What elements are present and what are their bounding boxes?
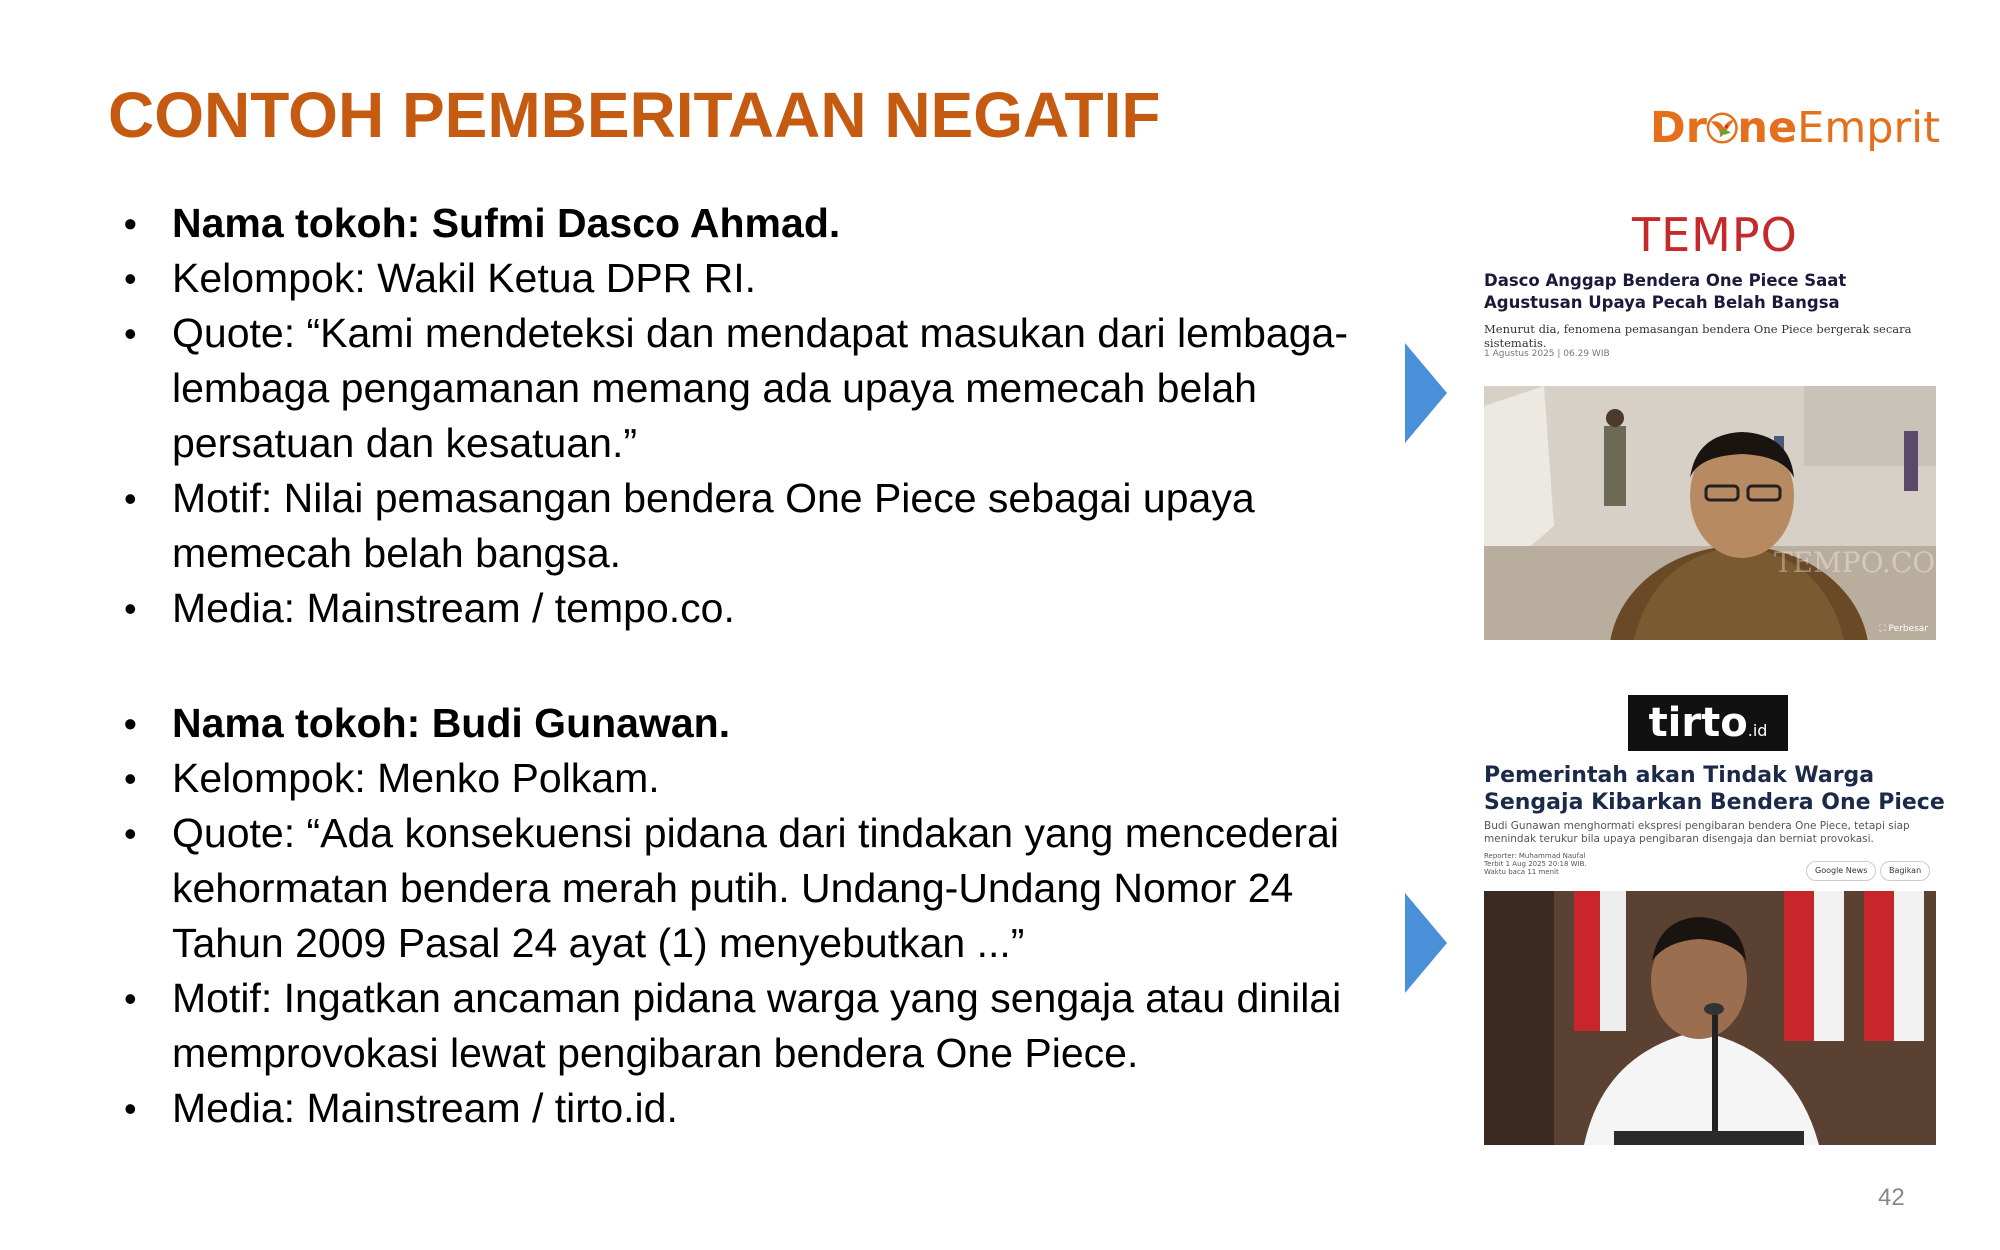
tirto-meta (1484, 852, 1684, 876)
bullet-gap (120, 636, 1370, 696)
tempo-lede: Menurut dia, fenomena pemasangan bendera One Piece bergerak secara sistematis. (1484, 322, 1912, 350)
tempo-logo: TEMPO (1632, 208, 1798, 262)
photo-watermark: TEMPO.CO (1774, 546, 1936, 579)
bullet-item: • Nama tokoh: Budi Gunawan. (120, 696, 1370, 751)
bullet-item: • Media: Mainstream / tempo.co. (120, 581, 1370, 636)
logo-text-brand: Emprit (1797, 103, 1940, 153)
logo-text-start: Dr (1650, 103, 1707, 153)
enlarge-photo-button[interactable]: ⛶ Perbesar (1879, 624, 1928, 634)
tirto-article-photo (1484, 891, 1936, 1145)
bullet-list (120, 196, 1370, 1136)
tempo-date: 1 Agustus 2025 | 06.29 WIB (1484, 349, 1610, 359)
bullet-item: • Media: Mainstream / tirto.id. (120, 1081, 1370, 1136)
bullet-item: • Motif: Ingatkan ancaman pidana warga yang sengaja atau dinilai memprovokasi lewat pengibaran bendera One Piece. (120, 971, 1370, 1081)
page-number: 42 (1878, 1184, 1905, 1211)
tirto-reporter: Reporter: Muhammad Naufal (1484, 852, 1586, 860)
tirto-lede: Budi Gunawan menghormati ekspresi pengibaran bendera One Piece, tetapi siap menindak terukur bila upaya pengibaran disengaja dan berniat provokasi. (1484, 820, 1910, 845)
share-button[interactable]: Bagikan (1880, 861, 1930, 881)
arrow-right-icon (1405, 893, 1447, 993)
arrow-right-icon (1405, 343, 1447, 443)
logo-text-end: ne (1737, 103, 1798, 153)
bullet-item: • Kelompok: Wakil Ketua DPR RI. (120, 251, 1370, 306)
drone-bird-icon (1705, 93, 1739, 163)
tirto-published: Terbit 1 Aug 2025 20:18 WIB. (1484, 860, 1587, 868)
budi-photo-illustration (1484, 891, 1936, 1145)
slide-title: CONTOH PEMBERITAAN NEGATIF (108, 79, 1161, 151)
bullet-item: • Quote: “Kami mendeteksi dan mendapat masukan dari lembaga-lembaga pengamanan memang ada upaya memecah belah persatuan dan kesatuan.” (120, 306, 1370, 471)
tempo-headline: Dasco Anggap Bendera One Piece Saat Agustusan Upaya Pecah Belah Bangsa (1484, 271, 1847, 312)
tirto-logo-suffix: .id (1747, 721, 1768, 740)
bullet-item: • Nama tokoh: Sufmi Dasco Ahmad. (120, 196, 1370, 251)
dasco-photo-illustration (1484, 386, 1936, 640)
tempo-article-photo (1484, 386, 1936, 640)
bullet-item: • Kelompok: Menko Polkam. (120, 751, 1370, 806)
tirto-logo-main: tirto (1648, 700, 1748, 746)
bullet-item: • Motif: Nilai pemasangan bendera One Piece sebagai upaya memecah belah bangsa. (120, 471, 1370, 581)
drone-emprit-logo (1650, 90, 1940, 166)
tirto-headline: Pemerintah akan Tindak Warga Sengaja Kibarkan Bendera One Piece (1484, 763, 1945, 815)
tirto-logo (1628, 695, 1788, 751)
bullet-item: • Quote: “Ada konsekuensi pidana dari tindakan yang mencederai kehormatan bendera merah putih. Undang-Undang Nomor 24 Tahun 2009 Pasal 24 ayat (1) menyebutkan ...” (120, 806, 1370, 971)
google-news-button[interactable]: Google News (1806, 861, 1876, 881)
tirto-read-time: Waktu baca 11 menit (1484, 868, 1559, 876)
